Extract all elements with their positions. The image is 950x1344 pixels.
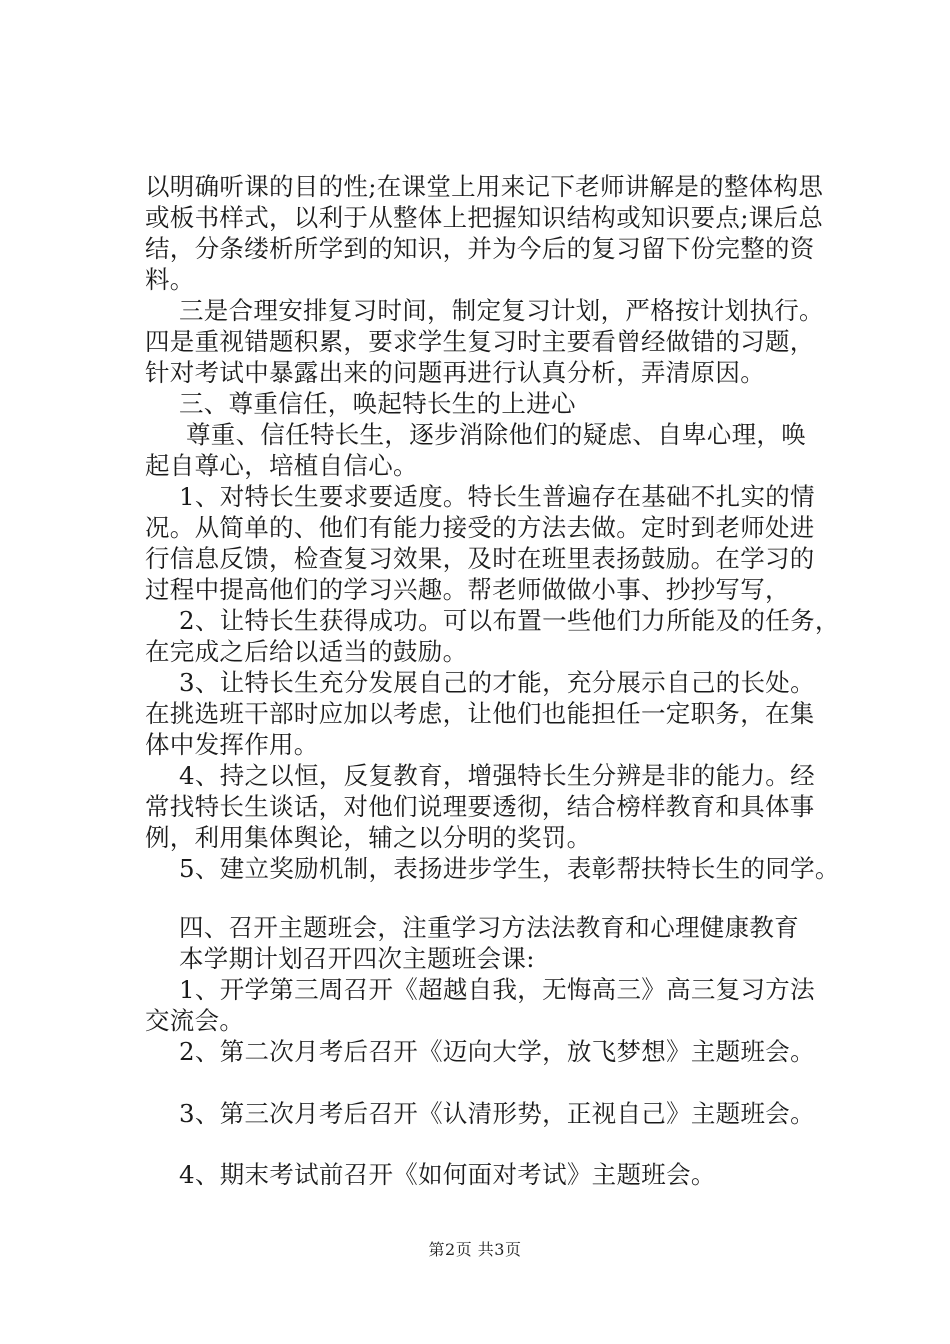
body-line: 以明确听课的目的性;在课堂上用来记下老师讲解是的整体构思 (145, 172, 824, 201)
body-line: 3、让特长生充分发展自己的才能，充分展示自己的长处。 (179, 668, 815, 697)
body-line: 5、建立奖励机制，表扬进步学生，表彰帮扶特长生的同学。 (179, 854, 840, 883)
body-line: 起自尊心，培植自信心。 (145, 451, 418, 480)
body-line: 行信息反馈，检查复习效果，及时在班里表扬鼓励。在学习的 (145, 544, 815, 573)
body-line: 料。 (145, 265, 195, 294)
body-line: 体中发挥作用。 (145, 730, 319, 759)
body-line: 况。从简单的、他们有能力接受的方法去做。定时到老师处进 (145, 513, 815, 542)
body-line: 3、第三次月考后召开《认清形势，正视自己》主题班会。 (179, 1099, 815, 1128)
body-line: 1、对特长生要求要适度。特长生普遍存在基础不扎实的情 (179, 482, 815, 511)
body-line: 四是重视错题积累，要求学生复习时主要看曾经做错的习题， (145, 327, 815, 356)
body-line: 2、让特长生获得成功。可以布置一些他们力所能及的任务， (179, 606, 840, 635)
body-line: 三是合理安排复习时间，制定复习计划，严格按计划执行。 (179, 296, 824, 325)
section-heading: 四、召开主题班会，注重学习方法法教育和心理健康教育 (179, 913, 799, 942)
body-line: 常找特长生谈话，对他们说理要透彻，结合榜样教育和具体事 (145, 792, 815, 821)
body-line: 4、期末考试前召开《如何面对考试》主题班会。 (179, 1160, 716, 1189)
body-line: 结，分条缕析所学到的知识，并为今后的复习留下份完整的资 (145, 234, 815, 263)
body-line: 或板书样式，以利于从整体上把握知识结构或知识要点;课后总 (145, 203, 824, 232)
page-number: 第2页 共3页 (428, 1240, 522, 1259)
body-line: 过程中提高他们的学习兴趣。帮老师做做小事、抄抄写写， (145, 575, 790, 604)
body-line: 交流会。 (145, 1006, 245, 1035)
section-heading: 三、尊重信任，唤起特长生的上进心 (179, 389, 576, 418)
body-line: 在完成之后给以适当的鼓励。 (145, 637, 468, 666)
body-line: 4、持之以恒，反复教育，增强特长生分辨是非的能力。经 (179, 761, 815, 790)
body-line: 2、第二次月考后召开《迈向大学，放飞梦想》主题班会。 (179, 1037, 815, 1066)
body-line: 本学期计划召开四次主题班会课: (179, 944, 535, 973)
body-line: 在挑选班干部时应加以考虑，让他们也能担任一定职务，在集 (145, 699, 815, 728)
body-line: 例，利用集体舆论，辅之以分明的奖罚。 (145, 823, 592, 852)
body-line: 尊重、信任特长生，逐步消除他们的疑虑、自卑心理，唤 (186, 420, 806, 449)
body-line: 1、开学第三周召开《超越自我，无悔高三》高三复习方法 (179, 975, 815, 1004)
body-line: 针对考试中暴露出来的问题再进行认真分析，弄清原因。 (145, 358, 765, 387)
